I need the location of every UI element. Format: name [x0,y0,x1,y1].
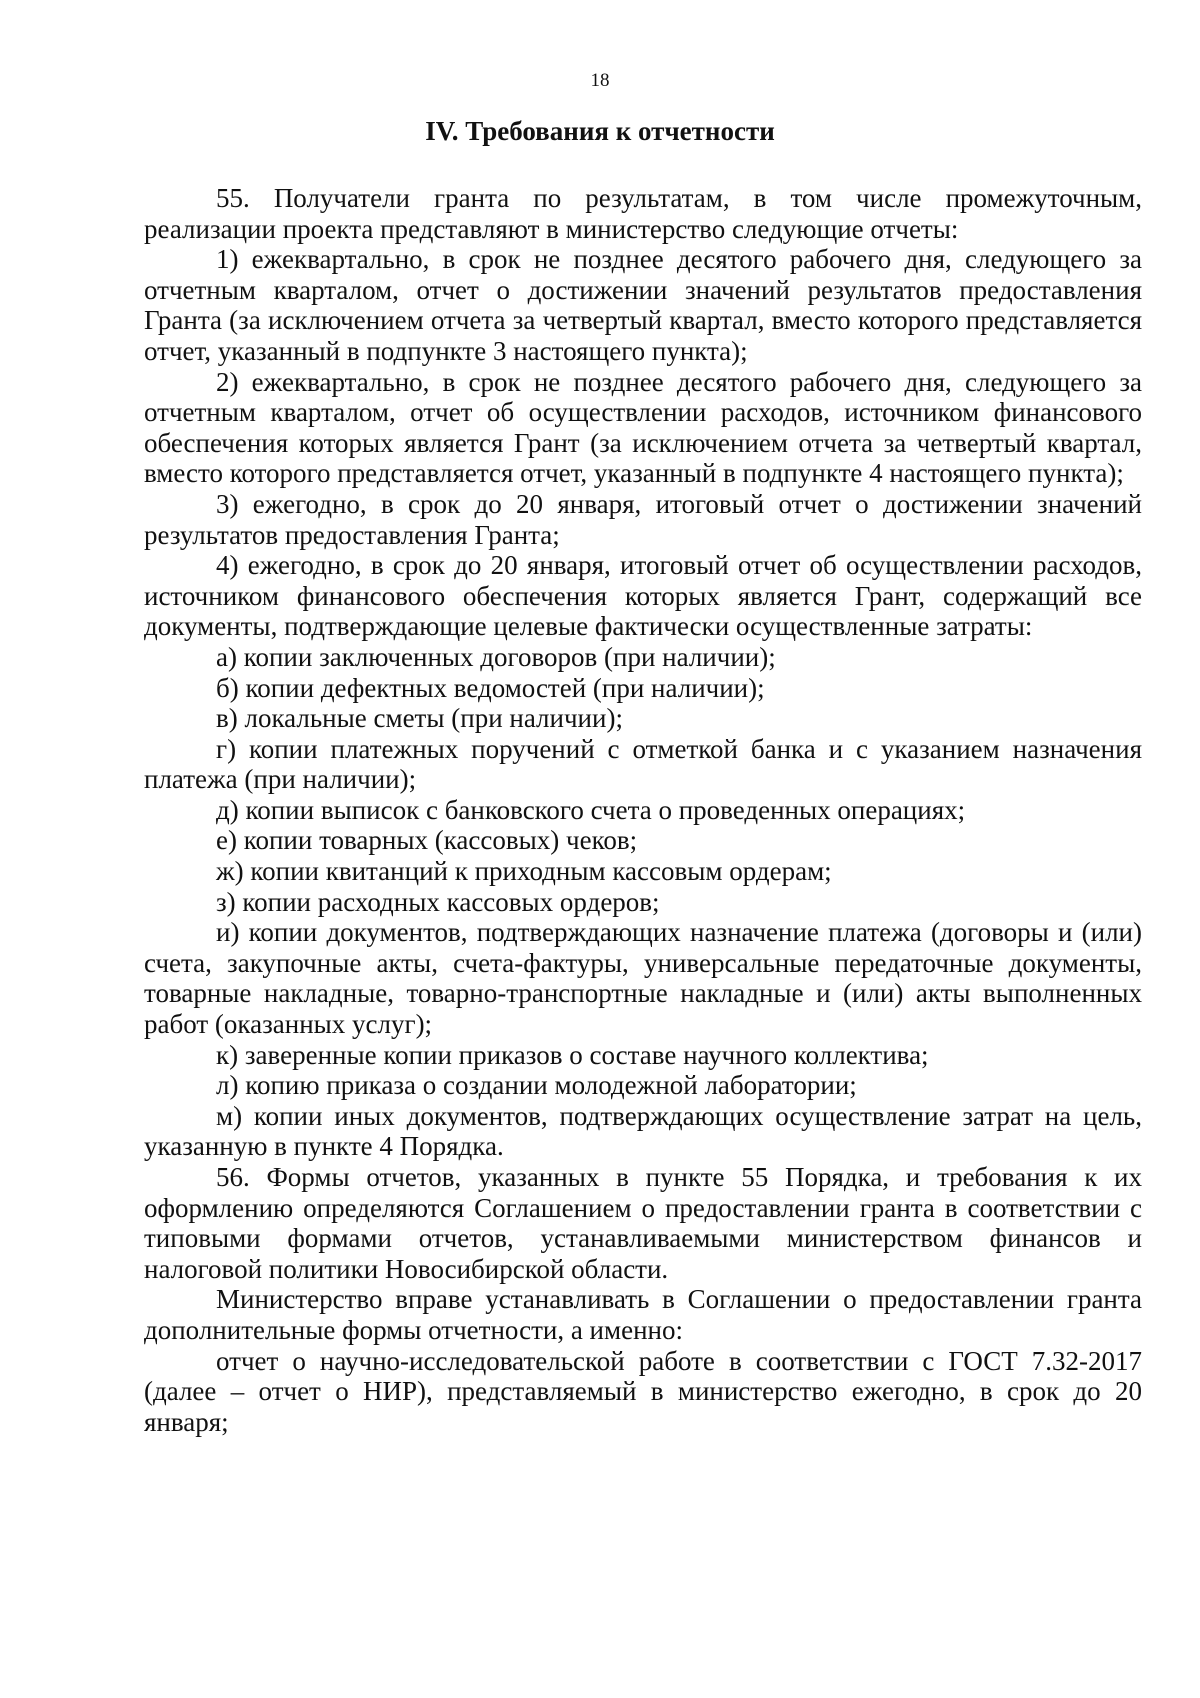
list-item-zh: ж) копии квитанций к приходным кассовым ордерам; [216,856,832,887]
subitem-3: 3) ежегодно, в срок до 20 января, итоговый отчет о достижении значений результатов предоставления Гранта; [144,488,1142,550]
list-item-b: б) копии дефектных ведомостей (при наличии); [216,672,765,703]
list-item-g: г) копии платежных поручений с отметкой банка и с указанием назначения платежа (при наличии); [144,733,1142,795]
list-item-m: м) копии иных документов, подтверждающих осуществление затрат на цель, указанную в пункте 4 Порядка. [144,1100,1142,1162]
subitem-2: 2) ежеквартально, в срок не позднее десятого рабочего дня, следующего за отчетным кварталом, отчет об осуществлении расходов, источником финансового обеспечения которых является Грант (за исключением отчета за четвертый квартал, вместо которого представляется отчет, указанный в подпункте 4 настоящего пункта); [144,366,1142,489]
paragraph-ministry-forms: Министерство вправе устанавливать в Соглашении о предоставлении гранта дополнительные формы отчетности, а именно: [144,1284,1142,1345]
paragraph-nir-report: отчет о научно-исследовательской работе в соответствии с ГОСТ 7.32-2017 (далее – отчет о НИР), представляемый в министерство ежегодно, в срок до 20 января; [144,1345,1142,1437]
page-number: 18 [590,70,610,91]
list-item-v: в) локальные сметы (при наличии); [216,703,623,734]
list-item-z: з) копии расходных кассовых ордеров; [216,886,660,917]
subitem-4: 4) ежегодно, в срок до 20 января, итоговый отчет об осуществлении расходов, источником финансового обеспечения которых является Грант, содержащий все документы, подтверждающие целевые фактически осуществленные затраты: [144,550,1142,642]
subitem-1: 1) ежеквартально, в срок не позднее десятого рабочего дня, следующего за отчетным кварталом, отчет о достижении значений результатов предоставления Гранта (за исключением отчета за четвертый квартал, вместо которого представляется отчет, указанный в подпункте 3 настоящего пункта); [144,244,1142,366]
section-title: IV. Требования к отчетности [425,116,775,146]
document-body [144,183,1142,1437]
list-item-a: а) копии заключенных договоров (при наличии); [216,641,776,672]
list-item-e: е) копии товарных (кассовых) чеков; [216,825,638,856]
list-item-k: к) заверенные копии приказов о составе научного коллектива; [216,1039,929,1070]
list-item-d: д) копии выписок с банковского счета о проведенных операциях; [216,794,966,825]
paragraph-55: 55. Получатели гранта по результатам, в том числе промежуточным, реализации проекта представляют в министерство следующие отчеты: [144,183,1142,244]
list-item-l: л) копию приказа о создании молодежной лаборатории; [216,1070,857,1101]
list-item-i: и) копии документов, подтверждающих назначение платежа (договоры и (или) счета, закупочные акты, счета-фактуры, универсальные передаточные документы, товарные накладные, товарно-транспортные накладные и (или) акты выполненных работ (оказанных услуг); [144,917,1142,1040]
paragraph-56: 56. Формы отчетов, указанных в пункте 55 Порядка, и требования к их оформлению определяются Соглашением о предоставлении гранта в соответствии с типовыми формами отчетов, устанавливаемыми министерством финансов и налоговой политики Новосибирской области. [144,1162,1142,1284]
